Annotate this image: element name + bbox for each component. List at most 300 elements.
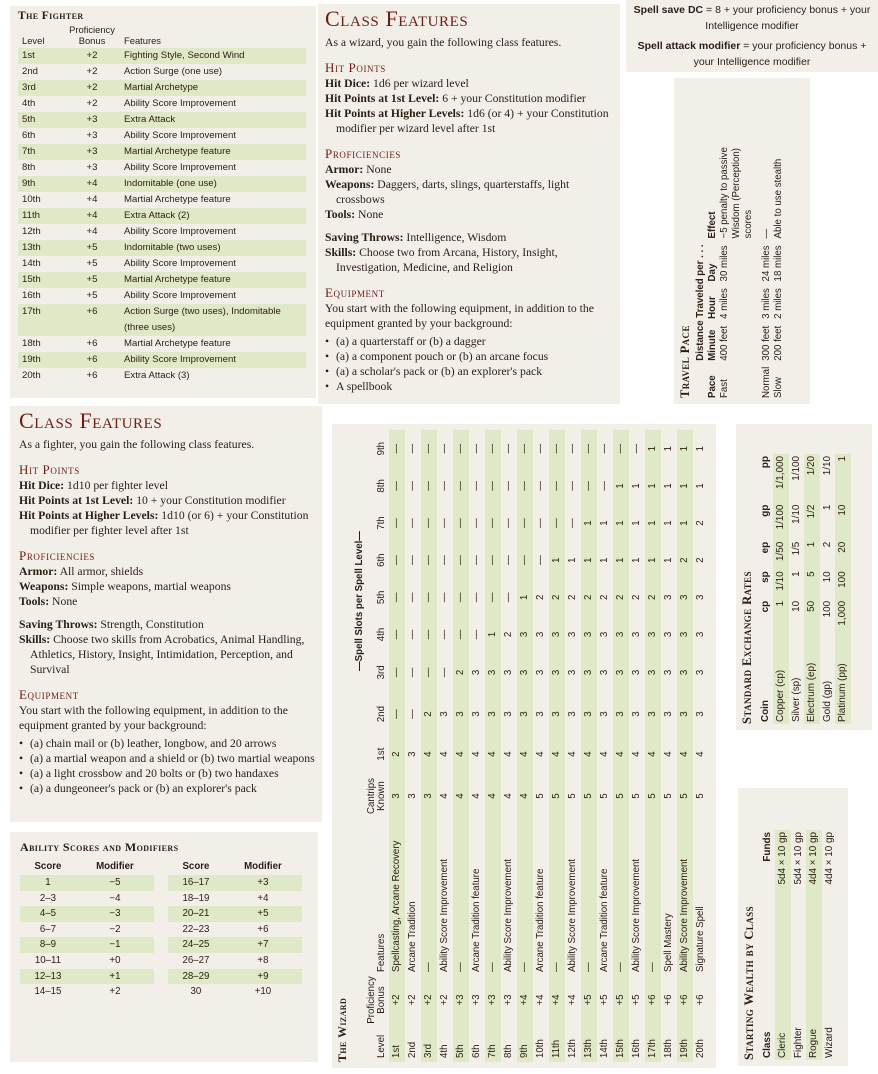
spell-slot-cell: 2: [549, 579, 565, 616]
travel-pace-title: Travel Pace: [678, 325, 692, 398]
spell-slot-cell: 3: [470, 711, 482, 717]
modifier-cell: +4: [257, 892, 269, 904]
col-level: Level: [22, 35, 45, 46]
proficiency-bonus-cell: +3: [470, 994, 482, 1006]
level-cell: 2nd: [22, 66, 39, 77]
proficiency-bonus-cell: +5: [613, 976, 629, 1024]
funds-cell: 5d4 × 10 gp: [775, 830, 791, 976]
fighter-equip-intro: You start with the following equipment, in addition to the equipment granted by your background:: [19, 704, 288, 732]
features-cell: Extra Attack: [124, 112, 306, 128]
spell-slots-group-header: —Spell Slots per Spell Level—: [354, 531, 365, 671]
table-row: [20, 906, 154, 922]
level-cell: 19th: [18, 352, 60, 368]
features-cell: Indomitable (two uses): [124, 240, 306, 256]
spell-slot-cell: 4: [677, 736, 693, 772]
wizard-equip-intro: You start with the following equipment, in addition to the equipment granted by your background:: [325, 302, 594, 330]
class-cell: Fighter: [792, 1027, 804, 1058]
table-row: [20, 875, 154, 891]
spell-slot-cell: —: [438, 629, 450, 640]
spell-slot-cell: 3: [662, 594, 674, 601]
table-row: [18, 144, 306, 160]
class-cell: Wizard: [823, 1027, 835, 1058]
class-cell: Rogue: [806, 976, 822, 1060]
features-cell: —: [453, 820, 469, 976]
spell-slot-cell: —: [389, 653, 405, 692]
score-cell: 14–15: [34, 986, 62, 998]
ab-col-score: Score: [34, 861, 62, 872]
fighter-prof-heading: Proficiencies: [19, 548, 96, 563]
wizard-equip-item: • (a) a scholar's pack or (b) an explorer's pack: [336, 364, 614, 379]
proficiency-bonus-cell: +3: [453, 976, 469, 1024]
spell-slot-cell: —: [438, 481, 450, 491]
table-row: [18, 304, 306, 336]
cantrips-cell: 5: [677, 772, 693, 820]
spell-slot-cell: 4: [566, 751, 578, 757]
wizard-hit-dice: Hit Dice: 1d6 per wizard level: [325, 77, 469, 90]
rate-cell: 1/10: [790, 504, 802, 524]
spell-slot-cell: —: [613, 430, 629, 467]
ability-scores-title: Ability Scores and Modifiers: [20, 840, 179, 854]
spell-slot-cell: —: [406, 518, 418, 528]
spell-slot-cell: —: [502, 443, 514, 454]
spell-slot-cell: 3: [645, 692, 661, 737]
spell-slot-cell: 1: [630, 520, 642, 526]
features-cell: Ability Score Improvement: [677, 820, 693, 976]
cantrips-cell: 5: [566, 793, 578, 799]
proficiency-bonus-cell: +2: [86, 66, 98, 77]
score-cell: 12–13: [20, 969, 76, 985]
table-row: [773, 454, 789, 724]
spell-slot-cell: 2: [694, 557, 706, 563]
rate-cell: 1/100: [773, 503, 789, 540]
modifier-cell: −5: [76, 875, 154, 891]
features-cell: Ability Score Improvement: [438, 858, 450, 972]
spell-slot-cell: 1: [694, 483, 706, 489]
spell-slot-cell: 4: [549, 736, 565, 772]
spell-slot-cell: —: [485, 430, 501, 467]
table-row: [804, 454, 820, 724]
wiz-col-slot-3: 3rd: [376, 665, 387, 680]
rate-cell: 1: [804, 540, 820, 570]
spell-slot-cell: 3: [485, 653, 501, 692]
proficiency-bonus-cell: +5: [60, 240, 124, 256]
spell-slot-cell: 2: [613, 579, 629, 616]
table-row: [405, 430, 421, 1062]
wiz-col-slot-5: 5th: [376, 590, 387, 605]
spell-slot-cell: 3: [613, 692, 629, 737]
spell-slot-cell: 3: [502, 669, 514, 676]
table-row: [18, 128, 306, 144]
proficiency-bonus-cell: +6: [60, 352, 124, 368]
starting-wealth-table: [760, 830, 837, 1060]
table-row: [485, 430, 501, 1062]
spell-slot-cell: 1: [613, 504, 629, 541]
rate-cell: 1: [835, 454, 851, 503]
travel-day-cell: 18 miles: [773, 245, 784, 282]
spell-slot-cell: 1: [517, 579, 533, 616]
level-cell: 2nd: [406, 1041, 418, 1058]
proficiency-bonus-cell: +5: [630, 994, 642, 1006]
spell-slot-cell: 4: [613, 736, 629, 772]
features-cell: Ability Score Improvement: [630, 858, 642, 972]
spell-slot-cell: 1: [645, 504, 661, 541]
cantrips-cell: 4: [485, 772, 501, 820]
travel-day-cell: 24 miles: [761, 245, 772, 282]
rate-cell: 1/10: [821, 456, 833, 476]
proficiency-bonus-cell: +2: [60, 80, 124, 96]
spell-slot-cell: 4: [630, 751, 642, 757]
spell-slot-cell: —: [438, 518, 450, 528]
fighter-table-panel: [10, 6, 316, 398]
features-cell: Martial Archetype feature: [124, 144, 306, 160]
table-row: [168, 922, 302, 938]
modifier-cell: −1: [76, 937, 154, 953]
rate-cell: 1/2: [804, 503, 820, 540]
level-cell: 5th: [18, 112, 60, 128]
wiz-col-slot-8: 8th: [376, 479, 387, 493]
level-cell: 16th: [22, 290, 41, 301]
wizard-equip-heading: Equipment: [325, 285, 385, 300]
table-row: [18, 240, 306, 256]
wealth-col-class: Class: [762, 1031, 773, 1058]
cantrips-cell: 4: [470, 793, 482, 799]
spell-slot-cell: 1: [581, 504, 597, 541]
proficiency-bonus-cell: +2: [86, 98, 98, 109]
spell-slot-cell: —: [389, 430, 405, 467]
spell-slot-cell: 3: [694, 711, 706, 717]
spell-slot-cell: 3: [581, 616, 597, 653]
table-row: [20, 891, 154, 907]
travel-pace-cell: Slow: [773, 377, 784, 398]
level-cell: 18th: [662, 1039, 674, 1058]
features-cell: Martial Archetype feature: [124, 338, 231, 349]
rate-cell: 5: [804, 569, 820, 599]
spell-slot-cell: 1: [645, 542, 661, 579]
ability-table-left: [20, 859, 154, 1000]
spell-slot-cell: —: [389, 467, 405, 504]
cantrips-cell: 5: [694, 793, 706, 799]
table-row: [437, 430, 453, 1062]
ex-col-pp: pp: [760, 456, 771, 469]
fighter-skills: Skills: Choose two skills from Acrobatics, Animal Handling, Athletics, History, Insight, Intimidation, Perception, and Survival: [19, 633, 305, 676]
spell-slot-cell: 3: [549, 653, 565, 692]
spell-slot-cell: —: [389, 692, 405, 737]
table-row: [775, 830, 791, 1060]
spell-slot-cell: —: [421, 430, 437, 467]
coin-cell: Platinum (pp): [835, 636, 851, 724]
spell-slot-cell: 4: [662, 751, 674, 757]
ex-col-sp: sp: [760, 571, 771, 583]
wizard-hp-first: Hit Points at 1st Level: 6 + your Constitution modifier: [325, 92, 586, 105]
rate-cell: 1/10: [773, 569, 789, 599]
level-cell: 7th: [485, 1024, 501, 1062]
spell-slot-cell: —: [517, 542, 533, 579]
level-cell: 14th: [22, 258, 41, 269]
table-row: [18, 192, 306, 208]
spell-slot-cell: 1: [598, 520, 610, 526]
spell-slot-cell: 4: [645, 736, 661, 772]
spell-slot-cell: 1: [677, 504, 693, 541]
level-cell: 18th: [22, 338, 41, 349]
table-row: [453, 430, 469, 1062]
level-cell: 15th: [613, 1024, 629, 1062]
table-row: [822, 830, 838, 1060]
proficiency-bonus-cell: +4: [534, 994, 546, 1006]
table-row: [789, 454, 805, 724]
table-row: [820, 454, 836, 724]
proficiency-bonus-cell: +3: [86, 162, 98, 173]
wizard-features-intro: As a wizard, you gain the following class features.: [325, 36, 562, 49]
spell-slot-cell: —: [549, 504, 565, 541]
level-cell: 1st: [389, 1024, 405, 1062]
spell-slot-cell: 3: [677, 579, 693, 616]
table-row: [168, 969, 302, 985]
spell-slot-cell: 3: [581, 692, 597, 737]
exchange-rates-table: [758, 454, 851, 724]
proficiency-bonus-cell: +6: [694, 994, 706, 1006]
spell-slot-cell: —: [502, 481, 514, 491]
proficiency-bonus-cell: +5: [598, 994, 610, 1006]
features-cell: Martial Archetype feature: [124, 194, 231, 205]
rate-cell: 1/50: [773, 540, 789, 570]
table-row: [501, 430, 517, 1062]
spell-slot-cell: 1: [630, 557, 642, 563]
starting-wealth-title: Starting Wealth by Class: [742, 906, 756, 1060]
rate-cell: 1/100: [790, 456, 802, 481]
spell-slot-cell: 1: [566, 557, 578, 563]
class-cell: Cleric: [775, 976, 791, 1060]
travel-day-cell: 30 miles: [719, 245, 730, 282]
spell-slot-cell: 3: [453, 692, 469, 737]
wealth-col-funds: Funds: [762, 832, 773, 862]
spell-slot-cell: —: [502, 555, 514, 566]
table-row: [597, 430, 613, 1062]
travel-pace-cell: Fast: [719, 379, 730, 398]
features-cell: Arcane Tradition feature: [598, 868, 610, 972]
table-row: [18, 256, 306, 272]
cantrips-cell: 5: [581, 772, 597, 820]
spell-slot-cell: —: [453, 579, 469, 616]
score-cell: 18–19: [182, 892, 210, 904]
wizard-hp-heading: Hit Points: [325, 60, 386, 75]
fighter-hp-higher: Hit Points at Higher Levels: 1d10 (or 6) + your Constitution modifier per fighter level after 1st: [19, 509, 309, 537]
level-cell: 3rd: [421, 1024, 437, 1062]
travel-col-hour: Hour: [707, 296, 718, 319]
fighter-armor: Armor: All armor, shields: [19, 565, 144, 578]
table-row: [18, 48, 306, 64]
wizard-tools: Tools: None: [325, 208, 384, 221]
proficiency-bonus-cell: +3: [485, 976, 501, 1024]
table-row: [20, 953, 154, 969]
table-row: [645, 430, 661, 1062]
features-cell: Arcane Tradition feature: [534, 868, 546, 972]
spell-slot-cell: —: [502, 518, 514, 528]
spell-slot-cell: 2: [677, 542, 693, 579]
table-row: [18, 64, 306, 80]
travel-col-minute: Minute: [707, 329, 718, 361]
cantrips-cell: 4: [502, 793, 514, 799]
spell-slot-cell: —: [406, 481, 418, 491]
table-row: [168, 953, 302, 969]
table-row: [773, 136, 785, 398]
ab-col-score: Score: [182, 861, 210, 872]
table-row: [18, 96, 306, 112]
table-row: [168, 875, 302, 891]
modifier-cell: +1: [76, 969, 154, 985]
spell-slot-cell: 4: [421, 736, 437, 772]
table-row: [20, 984, 154, 1000]
proficiency-bonus-cell: +4: [549, 976, 565, 1024]
table-row: [18, 336, 306, 352]
cantrips-cell: 5: [630, 793, 642, 799]
wiz-col-slot-2: 2nd: [376, 705, 387, 723]
travel-hour-cell: 4 miles: [719, 288, 730, 319]
features-cell: Martial Archetype: [124, 80, 306, 96]
level-cell: 12th: [566, 1039, 578, 1058]
cantrips-cell: 4: [438, 793, 450, 799]
cantrips-cell: 5: [534, 793, 546, 799]
wizard-class-features: [318, 4, 620, 404]
spell-slot-cell: —: [453, 467, 469, 504]
spell-slot-cell: 3: [694, 631, 706, 638]
spell-slot-cell: 4: [534, 751, 546, 757]
wizard-table-panel: [332, 424, 716, 1068]
spell-slot-cell: —: [549, 467, 565, 504]
table-row: [18, 112, 306, 128]
spell-slot-cell: 3: [549, 692, 565, 737]
table-row: [629, 430, 645, 1062]
spell-slot-cell: —: [406, 592, 418, 603]
rate-cell: 20: [835, 540, 851, 570]
proficiency-bonus-cell: +6: [86, 370, 98, 381]
spell-slot-cell: —: [470, 518, 482, 528]
spell-slot-cell: —: [485, 579, 501, 616]
spell-slot-cell: —: [470, 555, 482, 566]
wizard-hp-higher: Hit Points at Higher Levels: 1d6 (or 4) + your Constitution modifier per wizard level after 1st: [325, 107, 609, 135]
wizard-equip-item: • (a) a component pouch or (b) an arcane focus: [336, 349, 614, 364]
rate-cell: 1/20: [804, 454, 820, 503]
spell-slot-cell: 3: [438, 711, 450, 717]
spell-slot-cell: —: [438, 443, 450, 454]
wizard-table: [355, 430, 709, 1062]
spell-slot-cell: —: [453, 616, 469, 653]
features-cell: Spell Mastery: [662, 913, 674, 972]
table-row: [613, 430, 629, 1062]
spell-slot-cell: 1: [677, 430, 693, 467]
spell-slot-cell: —: [517, 430, 533, 467]
score-cell: 10–11: [34, 954, 62, 966]
spell-slot-cell: 4: [502, 751, 514, 757]
wizard-armor: Armor: None: [325, 163, 392, 176]
proficiency-bonus-cell: +6: [677, 976, 693, 1024]
table-row: [533, 430, 549, 1062]
table-row: [469, 430, 485, 1062]
spell-slot-cell: —: [566, 443, 578, 454]
proficiency-bonus-cell: +6: [662, 994, 674, 1006]
features-cell: Indomitable (one use): [124, 176, 306, 192]
spell-slot-cell: 1: [694, 445, 706, 452]
spell-slot-cell: 4: [598, 751, 610, 757]
spell-slot-cell: 1: [613, 467, 629, 504]
fighter-equip-item: • (a) a light crossbow and 20 bolts or (b) two handaxes: [30, 766, 316, 781]
spell-slot-cell: —: [581, 467, 597, 504]
col-proficiency-bonus: Proficiency Bonus: [69, 24, 115, 46]
spell-slot-cell: 1: [630, 483, 642, 489]
spell-slot-cell: 3: [677, 616, 693, 653]
level-cell: 20th: [694, 1039, 706, 1058]
score-cell: 24–25: [168, 937, 224, 953]
features-cell: Extra Attack (2): [124, 208, 306, 224]
spell-slot-cell: 3: [630, 711, 642, 717]
spell-slot-cell: 2: [421, 692, 437, 737]
ab-col-modifier: Modifier: [96, 861, 134, 872]
level-cell: 16th: [630, 1039, 642, 1058]
spell-slot-cell: 1: [598, 557, 610, 563]
travel-pace-panel: [674, 78, 810, 404]
spell-slot-cell: 3: [598, 711, 610, 717]
proficiency-bonus-cell: +4: [60, 208, 124, 224]
modifier-cell: −2: [109, 923, 121, 935]
cantrips-cell: 5: [598, 793, 610, 799]
proficiency-bonus-cell: +4: [517, 976, 533, 1024]
spell-slot-cell: 3: [517, 653, 533, 692]
travel-col-day: Day: [707, 263, 718, 282]
fighter-equip-item: • (a) a dungeoneer's pack or (b) an explorer's pack: [30, 781, 316, 796]
spell-slot-cell: 4: [581, 736, 597, 772]
proficiency-bonus-cell: +2: [406, 994, 418, 1006]
proficiency-bonus-cell: +3: [502, 994, 514, 1006]
features-cell: Martial Archetype feature: [124, 272, 306, 288]
wizard-equip-item: • (a) a quarterstaff or (b) a dagger: [336, 334, 614, 349]
wiz-col-slot-9: 9th: [376, 441, 387, 456]
spell-slot-cell: —: [630, 443, 642, 454]
cantrips-cell: 5: [613, 772, 629, 820]
level-cell: 3rd: [18, 80, 60, 96]
table-row: [18, 160, 306, 176]
level-cell: 20th: [22, 370, 41, 381]
spell-slot-cell: —: [406, 629, 418, 640]
table-row: [168, 891, 302, 907]
rate-cell: 10: [790, 600, 802, 612]
spell-slot-cell: —: [534, 518, 546, 528]
spell-slot-cell: —: [470, 443, 482, 454]
level-cell: 5th: [453, 1024, 469, 1062]
fighter-equip-heading: Equipment: [19, 687, 79, 702]
spell-slot-cell: —: [438, 592, 450, 603]
travel-minute-cell: 200 feet: [773, 325, 784, 361]
exchange-rates-title: Standard Exchange Rates: [740, 571, 754, 724]
travel-hour-cell: 2 miles: [773, 288, 784, 319]
features-cell: Ability Score Improvement: [502, 858, 514, 972]
features-cell: Action Surge (two uses), Indomitable (three uses): [124, 304, 306, 336]
table-row: [18, 224, 306, 240]
ex-col-gp: gp: [760, 504, 771, 517]
spell-slot-cell: —: [470, 629, 482, 640]
cantrips-cell: 5: [549, 772, 565, 820]
ex-col-ep: ep: [760, 541, 771, 554]
level-cell: 10th: [534, 1039, 546, 1058]
funds-cell: 4d4 × 10 gp: [806, 830, 822, 976]
table-row: [549, 430, 565, 1062]
level-cell: 9th: [18, 176, 60, 192]
wizard-features-title: Class Features: [325, 6, 469, 31]
table-row: [517, 430, 533, 1062]
score-cell: 6–7: [39, 923, 57, 935]
spell-slot-cell: 2: [630, 594, 642, 601]
level-cell: 12th: [22, 226, 41, 237]
features-cell: Ability Score Improvement: [124, 226, 236, 237]
rate-cell: 10: [821, 571, 833, 583]
